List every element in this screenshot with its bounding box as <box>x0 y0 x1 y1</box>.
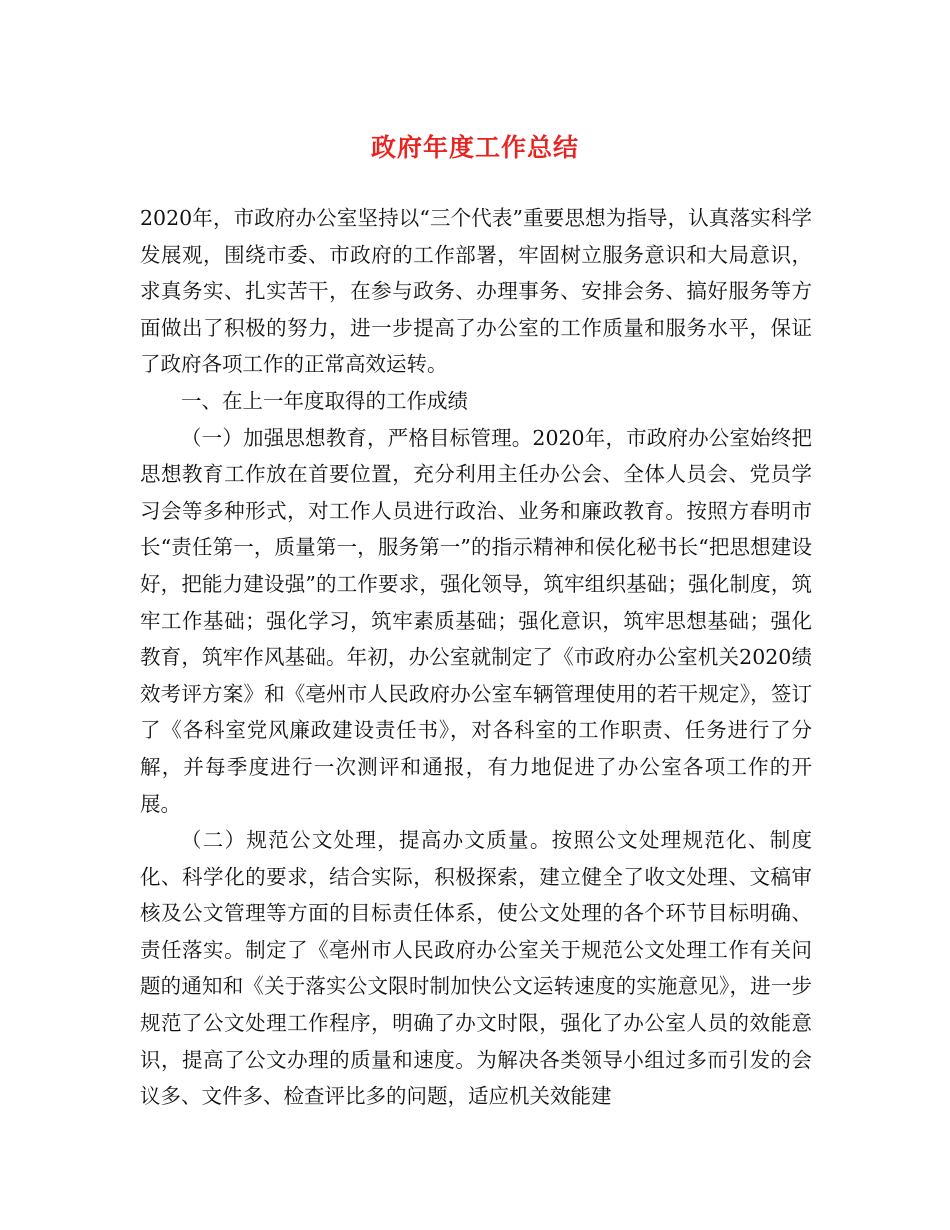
document-body <box>140 200 812 1115</box>
document-title: 政府年度工作总结 <box>370 133 579 162</box>
paragraph-item-1: （一）加强思想教育，严格目标管理。2020年，市政府办公室始终把思想教育工作放在首要位置，充分利用主任办公会、全体人员会、党员学习会等多种形式，对工作人员进行政治、业务和廉政教育。按照方春明市长“责任第一，质量第一，服务第一”的指示精神和侯化秘书长“把思想建设好，把能力建设强”的工作要求，强化领导，筑牢组织基础；强化制度，筑牢工作基础；强化学习，筑牢素质基础；强化意识，筑牢思想基础；强化教育，筑牢作风基础。年初，办公室就制定了《市政府办公室机关2020绩效考评方案》和《亳州市人民政府办公室车辆管理使用的若干规定》，签订了《各科室党风廉政建设责任书》，对各科室的工作职责、任务进行了分解，并每季度进行一次测评和通报，有力地促进了办公室各项工作的开展。 <box>140 425 812 816</box>
paragraph-intro: 2020年，市政府办公室坚持以“三个代表”重要思想为指导，认真落实科学发展观，围绕市委、市政府的工作部署，牢固树立服务意识和大局意识，求真务实、扎实苦干，在参与政务、办理事务、安排会务、搞好服务等方面做出了积极的努力，进一步提高了办公室的工作质量和服务水平，保证了政府各项工作的正常高效运转。 <box>140 206 812 377</box>
section-heading: 一、在上一年度取得的工作成绩 <box>181 388 468 413</box>
paragraph-item-2: （二）规范公文处理，提高办文质量。按照公文处理规范化、制度化、科学化的要求，结合实际，积极探索，建立健全了收文处理、文稿审核及公文管理等方面的目标责任体系，使公文处理的各个环节目标明确、责任落实。制定了《亳州市人民政府办公室关于规范公文处理工作有关问题的通知和《关于落实公文限时制加快公文运转速度的实施意见》，进一步规范了公文处理工作程序，明确了办文时限，强化了办公室人员的效能意识，提高了公文办理的质量和速度。为解决各类领导小组过多而引发的会议多、文件多、检查评比多的问题，适应机关效能建 <box>140 828 812 1109</box>
